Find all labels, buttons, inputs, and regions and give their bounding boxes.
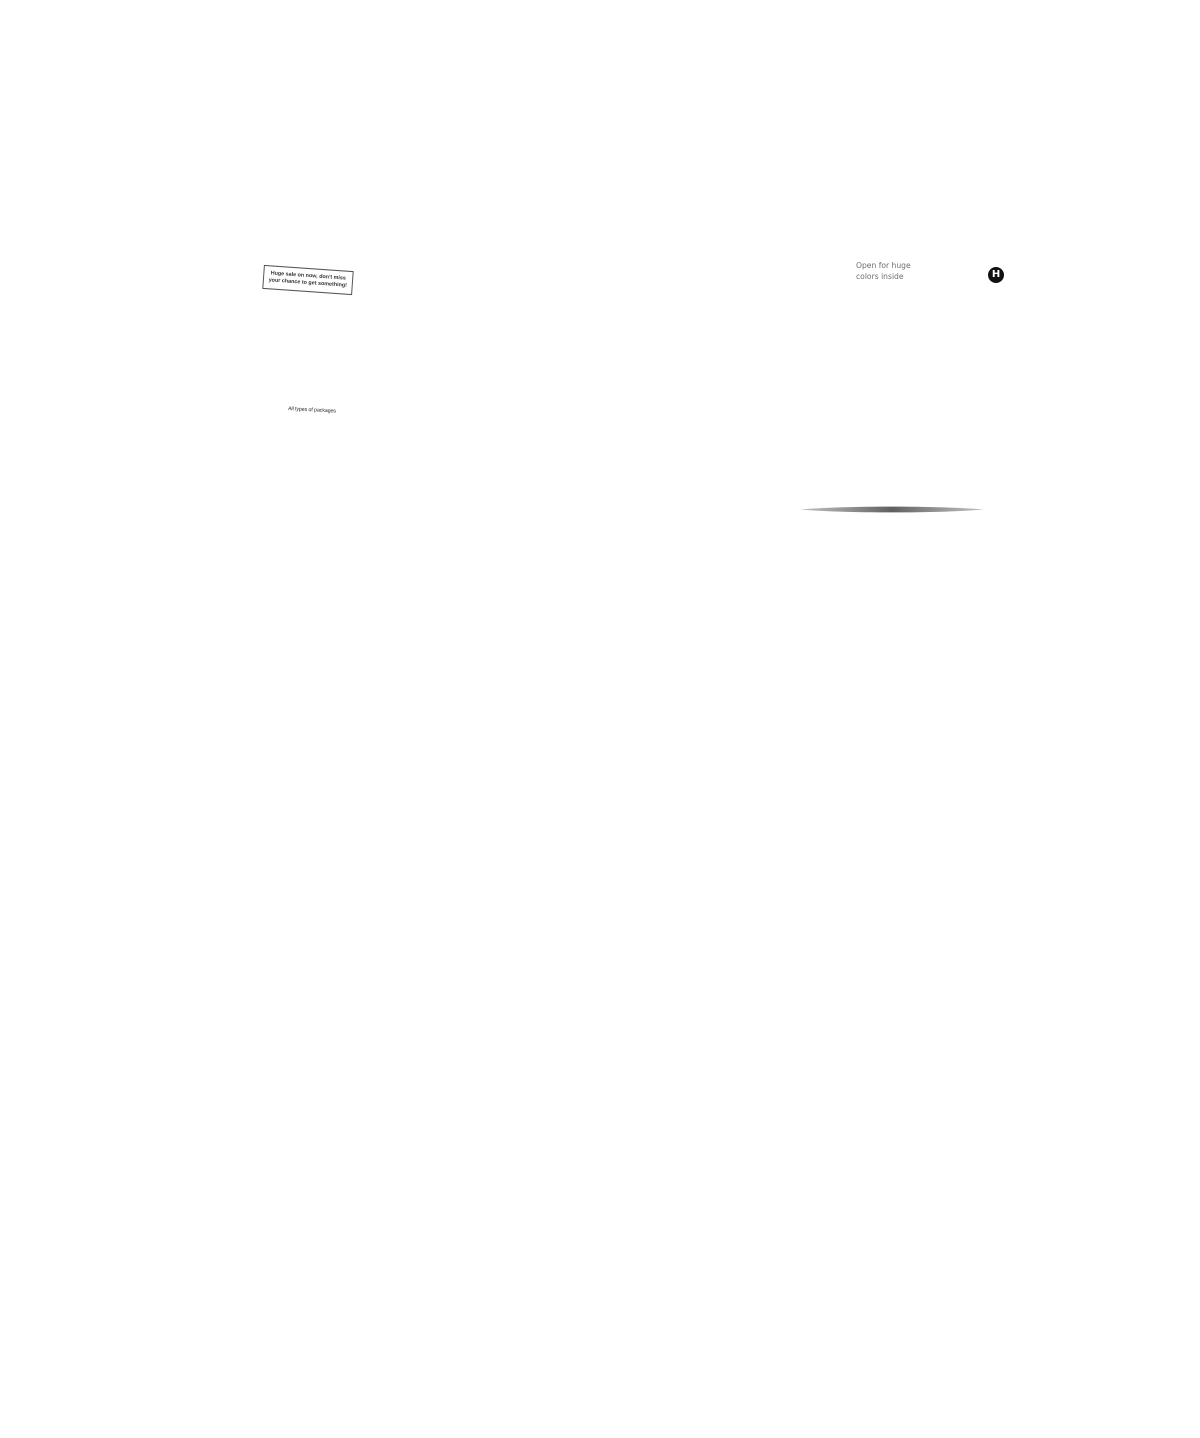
open-note: Open for huge colors inside [856,261,911,281]
sale-sticker [262,265,353,295]
brand-badge-icon [988,267,1004,283]
packages-note: All types of packages [287,406,337,415]
sale-sticker-text: Huge sale on now, don't miss your chance to get something! [268,270,348,289]
ellipse-shadow-icon [798,503,986,517]
brand-badge-letter: H [991,269,1001,280]
